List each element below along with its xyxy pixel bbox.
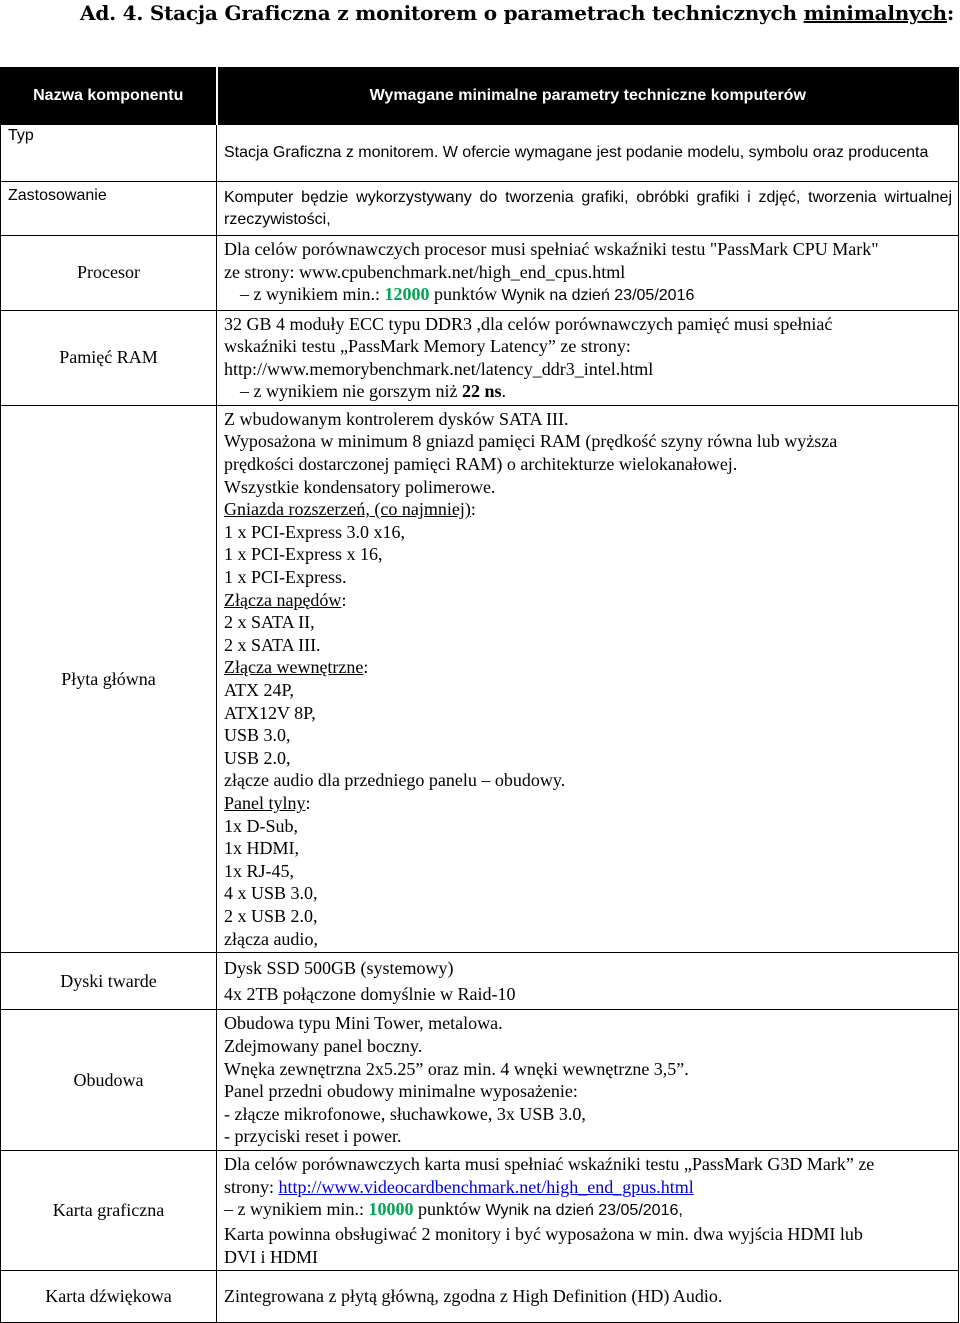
obudowa-line-6: - przyciski reset i power.: [224, 1126, 402, 1147]
table-row-dyski: [1, 953, 959, 1010]
procesor-score-prefix: – z wynikiem min.:: [240, 284, 385, 304]
ram-latency-prefix: – z wynikiem nie gorszym niż: [240, 381, 462, 402]
plyta-line-15: USB 3.0,: [224, 725, 291, 746]
row-value-dyski: [217, 953, 959, 1010]
plyta-heading-drives-colon: :: [341, 589, 347, 610]
plyta-line-20: 1x HDMI,: [224, 838, 299, 859]
plyta-heading-back-panel-text: Panel tylny: [224, 792, 306, 813]
row-value-typ: Stacja Graficzna z monitorem. W ofercie wymagane jest podanie modelu, symbolu oraz producenta: [217, 125, 959, 182]
title-underlined: minimalnych: [803, 1, 947, 25]
plyta-heading-internal: [224, 656, 952, 679]
table-row-ram: [1, 310, 959, 405]
table-row-obudowa: [1, 1010, 959, 1151]
row-value-obudowa: [217, 1010, 959, 1151]
procesor-score: 12000: [384, 284, 430, 304]
table-row-procesor: [1, 236, 959, 311]
header-component: Nazwa komponentu: [1, 68, 217, 125]
procesor-score-date: Wynik na dzień 23/05/2016: [501, 287, 695, 304]
plyta-line-10: 2 x SATA II,: [224, 612, 315, 633]
plyta-line-14: ATX12V 8P,: [224, 702, 316, 723]
plyta-line-23: 2 x USB 2.0,: [224, 905, 318, 926]
row-value-ram: [217, 310, 959, 405]
plyta-line-24: złącza audio,: [224, 928, 318, 949]
plyta-heading-drives-text: Złącza napędów: [224, 589, 342, 610]
plyta-line-6: 1 x PCI-Express 3.0 x16,: [224, 521, 405, 542]
karta-graf-line-1: Dla celów porównawczych karta musi spełniać wskaźniki testu „PassMark G3D Mark” ze: [224, 1154, 875, 1175]
ram-line-4: [224, 380, 952, 403]
plyta-line-16: USB 2.0,: [224, 747, 291, 768]
procesor-line-2: ze strony: www.cpubenchmark.net/high_end_cpus.html: [224, 261, 626, 282]
plyta-line-1: Z wbudowanym kontrolerem dysków SATA III.: [224, 408, 569, 429]
page-title: [80, 0, 954, 26]
karta-graf-line-2: [224, 1176, 952, 1199]
plyta-heading-back-panel-colon: :: [305, 792, 311, 813]
row-label-obudowa: Obudowa: [1, 1010, 217, 1151]
table-header-row: [1, 68, 959, 125]
ram-line-1: 32 GB 4 moduły ECC typu DDR3 ,dla celów porównawczych pamięć musi spełniać: [224, 313, 833, 334]
karta-graf-score-prefix: – z wynikiem min.:: [224, 1199, 369, 1220]
plyta-line-21: 1x RJ-45,: [224, 860, 295, 881]
row-value-zastosowanie: Komputer będzie wykorzystywany do tworzenia grafiki, obróbki grafiki i zdjęć, tworzenia wirtualnej rzeczywistości,: [217, 182, 959, 236]
plyta-line-22: 4 x USB 3.0,: [224, 883, 318, 904]
plyta-line-19: 1x D-Sub,: [224, 815, 299, 836]
row-label-karta-graficzna: Karta graficzna: [1, 1151, 217, 1271]
plyta-line-17: złącze audio dla przedniego panelu – obudowy.: [224, 770, 566, 791]
plyta-line-13: ATX 24P,: [224, 680, 295, 700]
plyta-line-11: 2 x SATA III.: [224, 634, 321, 655]
karta-graf-score: 10000: [368, 1199, 414, 1220]
title-prefix: Ad. 4. Stacja Graficzna z monitorem o parametrach technicznych: [80, 1, 804, 25]
row-label-plyta: Płyta główna: [1, 405, 217, 952]
karta-graf-link-prefix: strony:: [224, 1176, 279, 1197]
row-label-dyski: Dyski twarde: [1, 953, 217, 1010]
obudowa-line-2: Zdejmowany panel boczny.: [224, 1035, 423, 1056]
plyta-heading-back-panel: [224, 792, 952, 815]
row-label-typ: Typ: [1, 125, 217, 182]
row-label-karta-dzwiekowa: Karta dźwiękowa: [1, 1271, 217, 1323]
ram-latency-suffix: .: [501, 381, 506, 402]
gpu-benchmark-link[interactable]: http://www.videocardbenchmark.net/high_end_gpus.html: [278, 1176, 694, 1197]
ram-line-2: wskaźniki testu „PassMark Memory Latency” ze strony:: [224, 336, 631, 357]
ram-latency-value: 22 ns: [461, 381, 502, 402]
plyta-heading-expansion: [224, 498, 952, 521]
header-parameters: Wymagane minimalne parametry techniczne komputerów: [217, 68, 959, 125]
plyta-line-2: Wyposażona w minimum 8 gniazd pamięci RAM (prędkość szyny równa lub wyższa: [224, 431, 838, 452]
plyta-heading-drives: [224, 589, 952, 612]
procesor-score-unit: punktów: [429, 284, 502, 304]
row-value-plyta: [217, 405, 959, 952]
row-label-procesor: Procesor: [1, 236, 217, 311]
plyta-heading-internal-text: Złącza wewnętrzne: [224, 657, 364, 678]
dyski-line-2: 4x 2TB połączone domyślnie w Raid-10: [224, 984, 516, 1005]
table-row-typ: [1, 125, 959, 182]
obudowa-line-5: - złącze mikrofonowe, słuchawkowe, 3x USB 3.0,: [224, 1103, 586, 1124]
row-value-karta-dzwiekowa: Zintegrowana z płytą główną, zgodna z High Definition (HD) Audio.: [217, 1271, 959, 1323]
karta-graf-line-4: Karta powinna obsługiwać 2 monitory i być wyposażona w min. dwa wyjścia HDMI lub: [224, 1223, 863, 1244]
plyta-heading-expansion-colon: :: [470, 499, 476, 520]
plyta-heading-internal-colon: :: [363, 657, 369, 678]
karta-graf-score-unit: punktów: [413, 1199, 486, 1220]
spec-table: [0, 67, 959, 1323]
karta-graf-line-5: DVI i HDMI: [224, 1246, 318, 1267]
plyta-line-4: Wszystkie kondensatory polimerowe.: [224, 476, 496, 497]
plyta-line-8: 1 x PCI-Express.: [224, 567, 347, 588]
obudowa-line-1: Obudowa typu Mini Tower, metalowa.: [224, 1013, 503, 1034]
karta-graf-line-3: [224, 1198, 952, 1223]
row-label-ram: Pamięć RAM: [1, 310, 217, 405]
title-suffix: :: [946, 1, 955, 25]
obudowa-line-3: Wnęka zewnętrzna 2x5.25” oraz min. 4 wnęki wewnętrzne 3,5”.: [224, 1058, 689, 1079]
table-row-karta-dzwiekowa: [1, 1271, 959, 1323]
plyta-heading-expansion-text: Gniazda rozszerzeń, (co najmniej): [224, 499, 471, 520]
row-value-procesor: [217, 236, 959, 311]
procesor-line-3: [224, 283, 952, 308]
plyta-line-3: prędkości dostarczonej pamięci RAM) o architekturze wielokanałowej.: [224, 454, 738, 475]
row-label-zastosowanie: Zastosowanie: [1, 182, 217, 236]
table-row-plyta: [1, 405, 959, 952]
obudowa-line-4: Panel przedni obudowy minimalne wyposażenie:: [224, 1081, 578, 1102]
karta-graf-score-date: Wynik na dzień 23/05/2016,: [485, 1202, 683, 1220]
ram-line-3: http://www.memorybenchmark.net/latency_ddr3_intel.html: [224, 358, 654, 379]
row-value-karta-graficzna: [217, 1151, 959, 1271]
plyta-line-7: 1 x PCI-Express x 16,: [224, 544, 383, 565]
dyski-line-1: Dysk SSD 500GB (systemowy): [224, 958, 454, 979]
table-row-karta-graficzna: [1, 1151, 959, 1271]
table-row-zastosowanie: [1, 182, 959, 236]
procesor-line-1: Dla celów porównawczych procesor musi spełniać wskaźniki testu "PassMark CPU Mark": [224, 239, 879, 259]
